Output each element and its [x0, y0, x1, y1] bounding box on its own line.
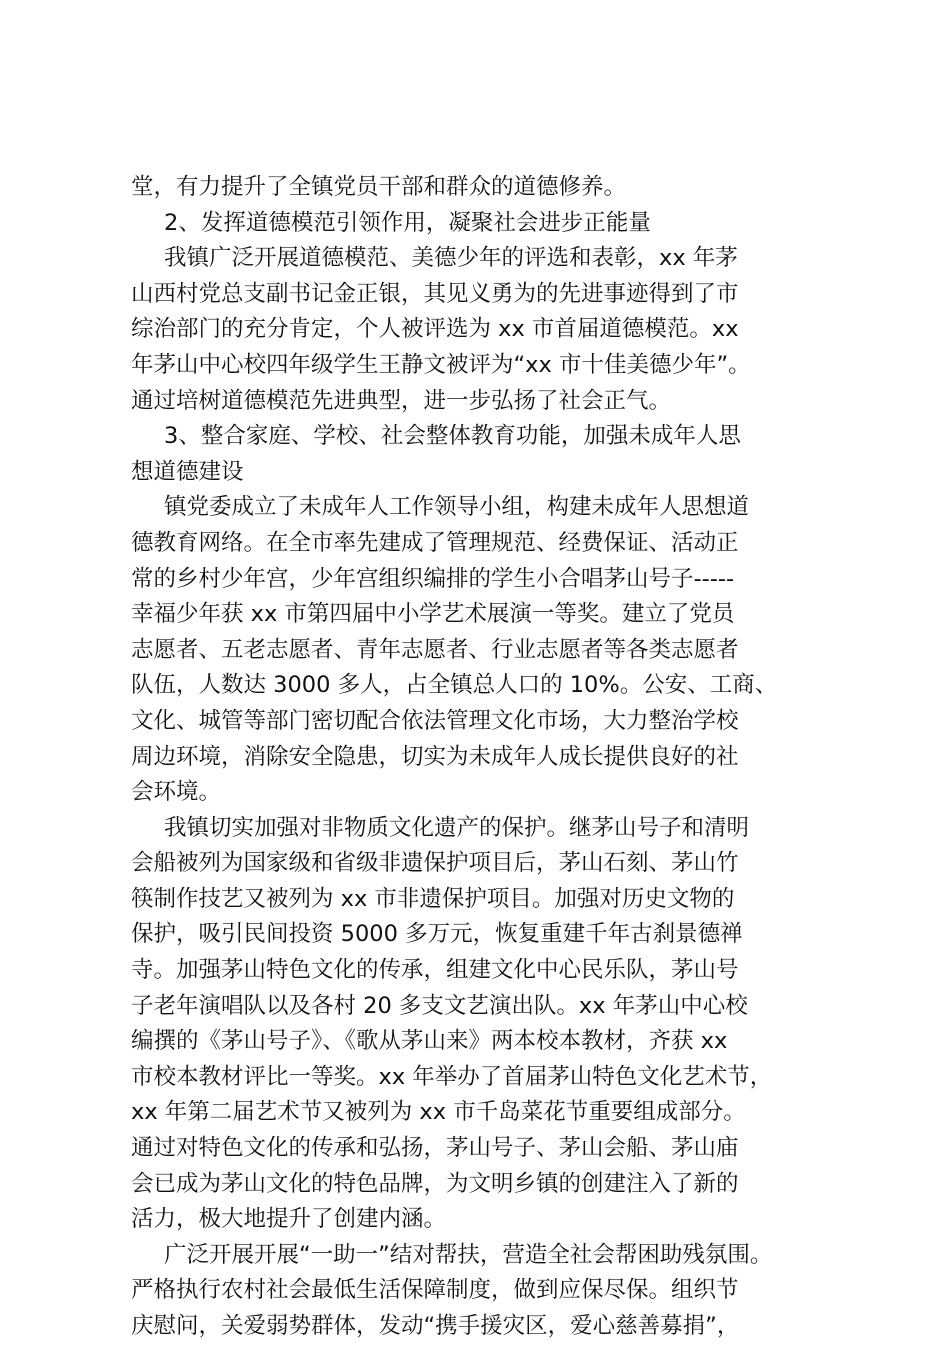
text-line: 常的乡村少年宫，少年宫组织编排的学生小合唱茅山号子-----	[131, 565, 735, 592]
text-line: 综治部门的充分肯定，个人被评选为 xx 市首届道德模范。xx	[131, 316, 739, 343]
text-line: 庆慰问，关爱弱势群体，发动“携手援灾区，爱心慈善募捐”，	[131, 1313, 740, 1339]
text-line: 保护，吸引民间投资 5000 多万元，恢复重建千年古刹景德禅	[131, 921, 743, 948]
text-line: 山西村党总支副书记金正银，其见义勇为的先进事迹得到了市	[131, 280, 739, 307]
text-line: 活力，极大地提升了创建内涵。	[131, 1206, 447, 1233]
text-line: 德教育网络。在全市率先建成了管理规范、经费保证、活动正	[131, 529, 739, 556]
text-line: 幸福少年获 xx 市第四届中小学艺术展演一等奖。建立了党员	[131, 601, 735, 628]
text-line: 编撰的《茅山号子》、《歌从茅山来》两本校本教材，齐获 xx	[131, 1028, 728, 1055]
text-line: 镇党委成立了未成年人工作领导小组，构建未成年人思想道	[164, 494, 750, 521]
text-line: 市校本教材评比一等奖。xx 年举办了首届茅山特色文化艺术节，	[131, 1063, 773, 1090]
text-line: 周边环境，消除安全隐患，切实为未成年人成长提供良好的社	[131, 743, 739, 770]
text-line: 通过对特色文化的传承和弘扬，茅山号子、茅山会船、茅山庙	[131, 1135, 739, 1162]
text-line: 会已成为茅山文化的特色品牌，为文明乡镇的创建注入了新的	[131, 1170, 739, 1197]
text-line: 文化、城管等部门密切配合依法管理文化市场，大力整治学校	[131, 707, 739, 734]
section-heading-3-cont: 想道德建设	[131, 458, 244, 485]
text-line: 我镇切实加强对非物质文化遗产的保护。继茅山号子和清明	[164, 814, 750, 841]
text-line: 我镇广泛开展道德模范、美德少年的评选和表彰，xx 年茅	[164, 245, 738, 272]
text-line: xx 年第二届艺术节又被列为 xx 市千岛菜花节重要组成部分。	[131, 1099, 746, 1126]
text-line: 子老年演唱队以及各村 20 多支文艺演出队。xx 年茅山中心校	[131, 992, 748, 1019]
body-text	[131, 170, 861, 1345]
section-heading-2: 2、发挥道德模范引领作用，凝聚社会进步正能量	[164, 209, 651, 236]
text-line: 广泛开展开展“一助一”结对帮扶，营造全社会帮困助残氛围。	[164, 1241, 773, 1268]
text-line: 筷制作技艺又被列为 xx 市非遗保护项目。加强对历史文物的	[131, 885, 735, 912]
text-line: 会船被列为国家级和省级非遗保护项目后，茅山石刻、茅山竹	[131, 850, 739, 877]
section-heading-3: 3、整合家庭、学校、社会整体教育功能，加强未成年人思	[164, 423, 741, 450]
text-line: 寺。加强茅山特色文化的传承，组建文化中心民乐队，茅山号	[131, 957, 739, 984]
text-line: 年茅山中心校四年级学生王静文被评为“xx 市十佳美德少年”。	[131, 351, 751, 378]
text-line: 队伍，人数达 3000 多人，占全镇总人口的 10%。公安、工商、	[131, 672, 778, 699]
text-line: 志愿者、五老志愿者、青年志愿者、行业志愿者等各类志愿者	[131, 636, 739, 663]
text-line: 通过培树道德模范先进典型，进一步弘扬了社会正气。	[131, 387, 672, 414]
text-line: 堂，有力提升了全镇党员干部和群众的道德修养。	[131, 174, 627, 200]
text-line: 会环境。	[131, 779, 222, 806]
text-line: 严格执行农村社会最低生活保障制度，做到应保尽保。组织节	[131, 1277, 739, 1304]
